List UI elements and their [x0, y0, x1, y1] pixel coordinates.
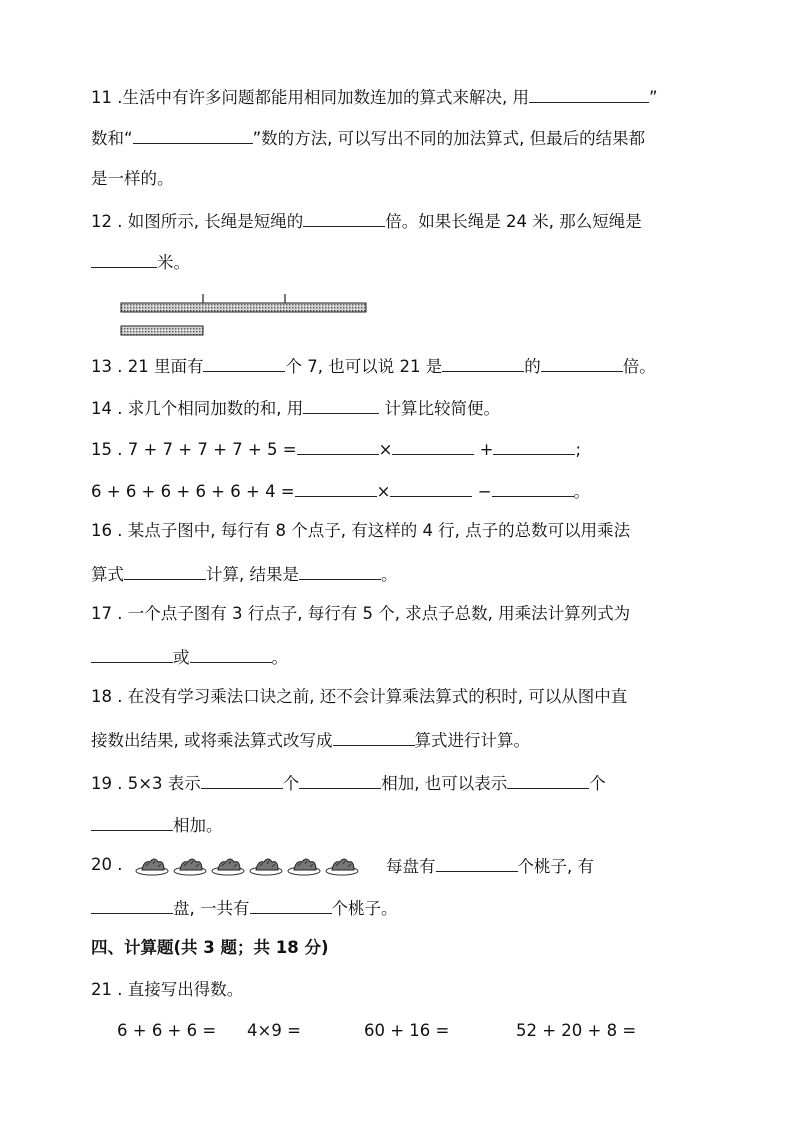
section-heading	[91, 936, 714, 960]
q11-blank-1[interactable]	[529, 84, 649, 103]
peach-plate-icon	[212, 859, 244, 875]
q21-text: 21 . 直接写出得数。	[91, 980, 244, 999]
q14-text-a: 14 . 求几个相同加数的和, 用	[91, 399, 304, 418]
q11-line3	[91, 167, 714, 191]
q15-blank-5[interactable]	[390, 478, 472, 497]
q18-blank-1[interactable]	[333, 727, 415, 746]
q20-text-1c: 个桃子, 有	[517, 857, 594, 876]
q20-line2	[91, 895, 714, 919]
q20-text-2a: 盘, 一共有	[173, 899, 250, 918]
q16-text-2c: 。	[381, 565, 398, 584]
q19-blank-3[interactable]	[507, 770, 589, 789]
q13-text-d: 倍。	[622, 357, 656, 376]
q13-text-b: 个 7, 也可以说 21 是	[285, 357, 443, 376]
q14-line	[91, 395, 714, 419]
q15-period: 。	[573, 482, 591, 501]
q17-text-or: 或	[173, 648, 190, 667]
q17-text-end: 。	[271, 648, 288, 667]
q15-text-2a: 6 + 6 + 6 + 6 + 6 + 4 =	[91, 482, 295, 501]
q19-text-1d: 个	[589, 774, 606, 793]
q14-text-b: 计算比较简便。	[379, 399, 500, 418]
q13-blank-1[interactable]	[203, 353, 285, 372]
q14-blank-1[interactable]	[303, 395, 379, 414]
q20-text-1b: 每盘有	[386, 857, 436, 876]
q17-line1	[91, 602, 714, 626]
peach-plate-icon	[326, 859, 358, 875]
q16-blank-1[interactable]	[124, 561, 206, 580]
q21-title	[91, 978, 714, 1002]
q16-text-2a: 算式	[91, 565, 124, 584]
q19-text-1a: 19 . 5×3 表示	[91, 774, 201, 793]
q11-quote: ”	[648, 88, 658, 107]
calc-item: 60 + 16 =	[364, 1021, 450, 1040]
q16-line1	[91, 519, 714, 543]
q11-text-3: 是一样的。	[91, 169, 174, 188]
q16-line2	[91, 561, 714, 585]
q17-blank-1[interactable]	[91, 644, 173, 663]
q15-line2	[91, 478, 714, 502]
q15-blank-1[interactable]	[297, 436, 379, 455]
q11-blank-2[interactable]	[133, 125, 253, 144]
q18-text-2a: 接数出结果, 或将乘法算式改写成	[91, 731, 333, 750]
q20-blank-3[interactable]	[250, 895, 332, 914]
calc-item: 6 + 6 + 6 =	[117, 1021, 217, 1040]
q19-blank-2[interactable]	[299, 770, 381, 789]
q12-text-2: 米。	[157, 253, 190, 272]
q17-line2	[91, 644, 714, 668]
q13-blank-2[interactable]	[442, 353, 524, 372]
calc-item: 52 + 20 + 8 =	[516, 1021, 637, 1040]
q16-text-2b: 计算, 结果是	[206, 565, 299, 584]
q19-text-1b: 个	[282, 774, 300, 793]
q13-text-c: 的	[524, 357, 541, 376]
q11-line2	[91, 125, 714, 149]
q20-number: 20 .	[91, 855, 123, 874]
q17-text-1: 17 . 一个点子图有 3 行点子, 每行有 5 个, 求点子总数, 用乘法计算列式为	[91, 604, 631, 623]
q11-text: 11 .生活中有许多问题都能用相同加数连加的算式来解决, 用	[91, 88, 529, 107]
q13-text-a: 13 . 21 里面有	[91, 357, 204, 376]
q15-line1	[91, 436, 714, 460]
q13-line	[91, 353, 714, 377]
q15-blank-6[interactable]	[492, 478, 574, 497]
q18-line2	[91, 727, 714, 751]
q15-text-1a: 15 . 7 + 7 + 7 + 7 + 5 =	[91, 440, 297, 459]
peach-plates-image	[134, 852, 374, 878]
q20-blank-2[interactable]	[91, 895, 173, 914]
peach-plate-icon	[288, 859, 320, 875]
short-rope	[121, 326, 203, 335]
peach-plate-icon	[174, 859, 206, 875]
q15-plus: +	[474, 440, 494, 459]
q12-text-1b: 倍。如果长绳是 24 米, 那么短绳是	[385, 212, 642, 231]
q12-line2	[91, 249, 714, 273]
peach-plate-icon	[136, 859, 168, 875]
q15-times-2: ×	[376, 482, 391, 501]
q15-minus: −	[472, 482, 492, 501]
q15-times-1: ×	[378, 440, 393, 459]
q16-text-1: 16 . 某点子图中, 每行有 8 个点子, 有这样的 4 行, 点子的总数可以用乘法	[91, 521, 631, 540]
q19-text-2: 相加。	[173, 816, 223, 835]
q19-blank-4[interactable]	[91, 812, 173, 831]
q20-text-2b: 个桃子。	[331, 899, 398, 918]
q16-blank-2[interactable]	[299, 561, 381, 580]
q12-text-1a: 12 . 如图所示, 长绳是短绳的	[91, 212, 304, 231]
peach-plate-icon	[250, 859, 282, 875]
long-rope	[121, 303, 366, 312]
q18-text-2b: 算式进行计算。	[414, 731, 530, 750]
q15-blank-3[interactable]	[493, 436, 575, 455]
q11-text-2b: ”数的方法, 可以写出不同的加法算式, 但最后的结果都	[252, 129, 646, 148]
q15-blank-4[interactable]	[295, 478, 377, 497]
q19-text-1c: 相加, 也可以表示	[381, 774, 508, 793]
q13-blank-3[interactable]	[541, 353, 623, 372]
q11-line1	[91, 84, 714, 108]
q12-line1	[91, 208, 714, 232]
q17-blank-2[interactable]	[190, 644, 272, 663]
q18-text-1: 18 . 在没有学习乘法口诀之前, 还不会计算乘法算式的积时, 可以从图中直	[91, 687, 628, 706]
q15-semicolon: ;	[575, 440, 582, 459]
q12-blank-1[interactable]	[303, 208, 385, 227]
calc-item: 4×9 =	[247, 1021, 301, 1040]
q19-blank-1[interactable]	[201, 770, 283, 789]
q19-line1	[91, 770, 714, 794]
q20-line1-right	[386, 853, 714, 877]
q20-blank-1[interactable]	[436, 853, 518, 872]
q12-blank-2[interactable]	[91, 249, 157, 268]
q19-line2	[91, 812, 714, 836]
q18-line1	[91, 685, 714, 709]
section-title: 四、计算题(共 3 题；共 18 分)	[91, 938, 329, 957]
rope-diagram	[118, 292, 378, 340]
q15-blank-2[interactable]	[392, 436, 474, 455]
q11-text-2a: 数和“	[91, 129, 133, 148]
